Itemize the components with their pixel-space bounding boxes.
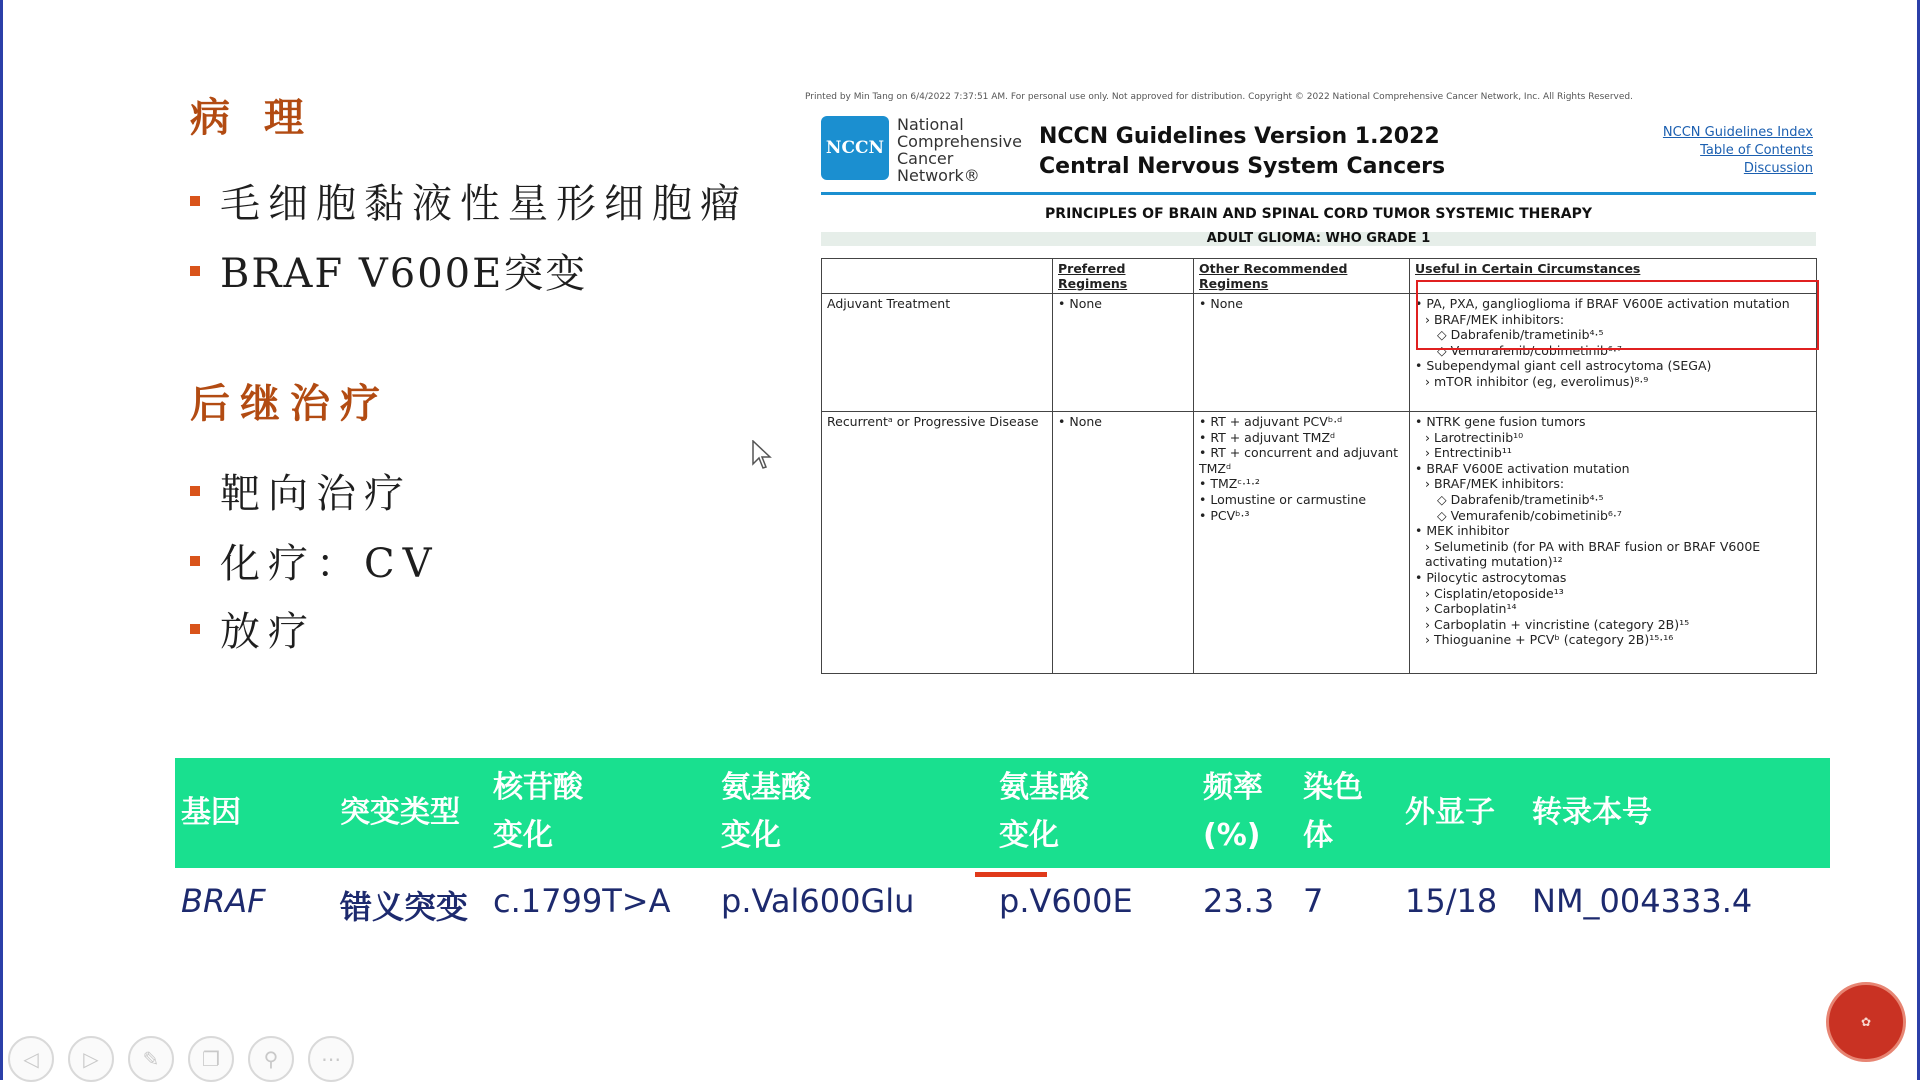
nccn-guideline-page (805, 92, 1825, 672)
bullet-square-icon (190, 486, 200, 496)
link-table-of-contents[interactable]: Table of Contents (1700, 143, 1813, 158)
bullet-treatment-2 (190, 532, 440, 589)
mutation-table-header (175, 758, 1830, 868)
mouse-cursor-icon (752, 440, 774, 470)
guideline-topic: Central Nervous System Cancers (1039, 154, 1446, 179)
header-exon: 外显子 (1405, 795, 1495, 830)
table-header-row (822, 259, 1817, 294)
regimen-line: ◇ Dabrafenib/trametinib⁴·⁵ (1437, 491, 1604, 507)
cell-nucleotide-change: c.1799T>A (493, 882, 671, 920)
regimen-line: • MEK inhibitor (1415, 523, 1510, 539)
link-guidelines-index[interactable]: NCCN Guidelines Index (1662, 125, 1813, 140)
print-notice: Printed by Min Tang on 6/4/2022 7:37:51 AM. For personal use only. Not approved for distribution. Copyright © 2022 National Comprehensive Cancer Network, Inc. All Rights Reserved. (805, 92, 1633, 102)
header-rule (821, 192, 1816, 195)
regimen-line: › Thioguanine + PCVᵇ (category 2B)¹⁵·¹⁶ (1425, 632, 1674, 648)
cell-gene: BRAF (181, 882, 266, 920)
cell-preferred: • None (1053, 294, 1194, 412)
regimen-line: • PA, PXA, ganglioglioma if BRAF V600E activation mutation (1415, 296, 1790, 311)
guideline-version: NCCN Guidelines Version 1.2022 (1039, 124, 1440, 149)
regimen-line: › Entrectinib¹¹ (1425, 445, 1512, 461)
regimen-line: › BRAF/MEK inhibitors: (1425, 311, 1565, 327)
bullet-text: 靶向治疗 (220, 471, 412, 517)
header-chromosome: 染色 体 (1303, 770, 1363, 853)
regimen-line: • PCVᵇ·³ (1199, 507, 1250, 523)
regimen-table (821, 258, 1817, 674)
cell-transcript: NM_004333.4 (1532, 882, 1753, 920)
cell-useful-adjuvant (1410, 294, 1817, 412)
copy-icon[interactable]: ❐ (188, 1036, 234, 1082)
regimen-line: • NTRK gene fusion tumors (1415, 414, 1586, 429)
institution-seal-icon: ✿ (1826, 982, 1906, 1062)
header-mutation-type: 突变类型 (340, 795, 460, 830)
header-transcript: 转录本号 (1532, 795, 1652, 830)
regimen-line: • Subependymal giant cell astrocytoma (SEGA) (1415, 358, 1712, 374)
bullet-pathology-2 (190, 242, 587, 299)
cell-preferred: • None (1053, 412, 1194, 674)
row-label-adjuvant: Adjuvant Treatment (822, 294, 1053, 412)
regimen-line: • Lomustine or carmustine (1199, 491, 1367, 507)
more-icon[interactable]: ⋯ (308, 1036, 354, 1082)
bullet-square-icon (190, 266, 200, 276)
cell-mutation-type: 错义突变 (340, 888, 469, 926)
regimen-line: › Carboplatin + vincristine (category 2B)¹⁵ (1425, 616, 1690, 632)
slide-border-left (0, 0, 3, 1080)
cell-exon: 15/18 (1405, 882, 1498, 920)
regimen-line: › mTOR inhibitor (eg, everolimus)⁸·⁹ (1425, 373, 1649, 389)
regimen-line: › Carboplatin¹⁴ (1425, 601, 1517, 617)
col-useful: Useful in Certain Circumstances (1410, 259, 1817, 294)
prev-icon[interactable]: ◁ (8, 1036, 54, 1082)
zoom-icon[interactable]: ⚲ (248, 1036, 294, 1082)
regimen-line: ◇ Dabrafenib/trametinib⁴·⁵ (1437, 327, 1604, 343)
red-underline-mark (975, 872, 1047, 877)
bullet-treatment-1 (190, 462, 412, 519)
header-gene: 基因 (181, 795, 241, 830)
bullet-treatment-3 (190, 600, 316, 657)
header-frequency: 频率 (%) (1203, 770, 1263, 853)
regimen-line: › Cisplatin/etoposide¹³ (1425, 585, 1564, 601)
header-nucleotide-change: 核苷酸 变化 (493, 770, 583, 853)
regimen-line: • TMZᶜ·¹·² (1199, 476, 1260, 492)
cell-other: • None (1194, 294, 1410, 412)
cell-useful-recurrent (1410, 412, 1817, 674)
regimen-line: ◇ Vemurafenib/cobimetinib⁶·⁷ (1437, 507, 1622, 523)
table-row (822, 294, 1817, 412)
header-amino-acid-change: 氨基酸 变化 (721, 770, 811, 853)
nccn-logo: NCCN (821, 116, 889, 180)
bullet-text: BRAF V600E突变 (220, 251, 588, 297)
cell-amino-acid-change-short: p.V600E (999, 882, 1133, 920)
cell-frequency: 23.3 (1203, 882, 1275, 920)
cell-amino-acid-change: p.Val600Glu (721, 882, 915, 920)
row-label-recurrent: Recurrentᵃ or Progressive Disease (822, 412, 1053, 674)
cell-other-recurrent (1194, 412, 1410, 674)
regimen-line: • RT + adjuvant TMZᵈ (1199, 429, 1336, 445)
presentation-controls (8, 1036, 354, 1082)
bullet-text: 放疗 (220, 609, 316, 655)
regimen-line: • BRAF V600E activation mutation (1415, 460, 1630, 476)
bullet-square-icon (190, 556, 200, 566)
pen-icon[interactable]: ✎ (128, 1036, 174, 1082)
regimen-line: ◇ Vemurafenib/cobimetinib⁶·⁷ (1437, 342, 1622, 358)
doc-subheading: ADULT GLIOMA: WHO GRADE 1 (821, 232, 1816, 246)
guideline-links (1663, 124, 1813, 178)
col-other: Other Recommended Regimens (1194, 259, 1410, 294)
guideline-title (1039, 122, 1445, 182)
next-icon[interactable]: ▷ (68, 1036, 114, 1082)
header-amino-acid-change-short: 氨基酸 变化 (999, 770, 1089, 853)
section-title-pathology: 病 理 (190, 94, 314, 141)
bullet-pathology-1 (190, 172, 748, 229)
section-title-followup-treatment: 后继治疗 (190, 380, 390, 427)
regimen-line: › Selumetinib (for PA with BRAF fusion or BRAF V600E activating mutation)¹² (1425, 538, 1761, 570)
col-preferred: Preferred Regimens (1053, 259, 1194, 294)
bullet-square-icon (190, 624, 200, 634)
table-row (822, 412, 1817, 674)
link-discussion[interactable]: Discussion (1743, 161, 1813, 176)
regimen-line: • Pilocytic astrocytomas (1415, 569, 1567, 585)
bullet-text: 化疗：CV (220, 541, 440, 587)
regimen-line: › Larotrectinib¹⁰ (1425, 429, 1524, 445)
bullet-square-icon (190, 196, 200, 206)
regimen-line: • RT + adjuvant PCVᵇ·ᵈ (1199, 414, 1343, 429)
bullet-text: 毛细胞黏液性星形细胞瘤 (220, 181, 748, 227)
table-corner (822, 259, 1053, 294)
regimen-line: › BRAF/MEK inhibitors: (1425, 476, 1565, 492)
doc-heading: PRINCIPLES OF BRAIN AND SPINAL CORD TUMOR SYSTEMIC THERAPY (1045, 206, 1592, 222)
network-name: National Comprehensive Cancer Network® (897, 115, 1022, 185)
regimen-line: • RT + concurrent and adjuvant TMZᵈ (1199, 445, 1399, 476)
cell-chromosome: 7 (1303, 882, 1324, 920)
